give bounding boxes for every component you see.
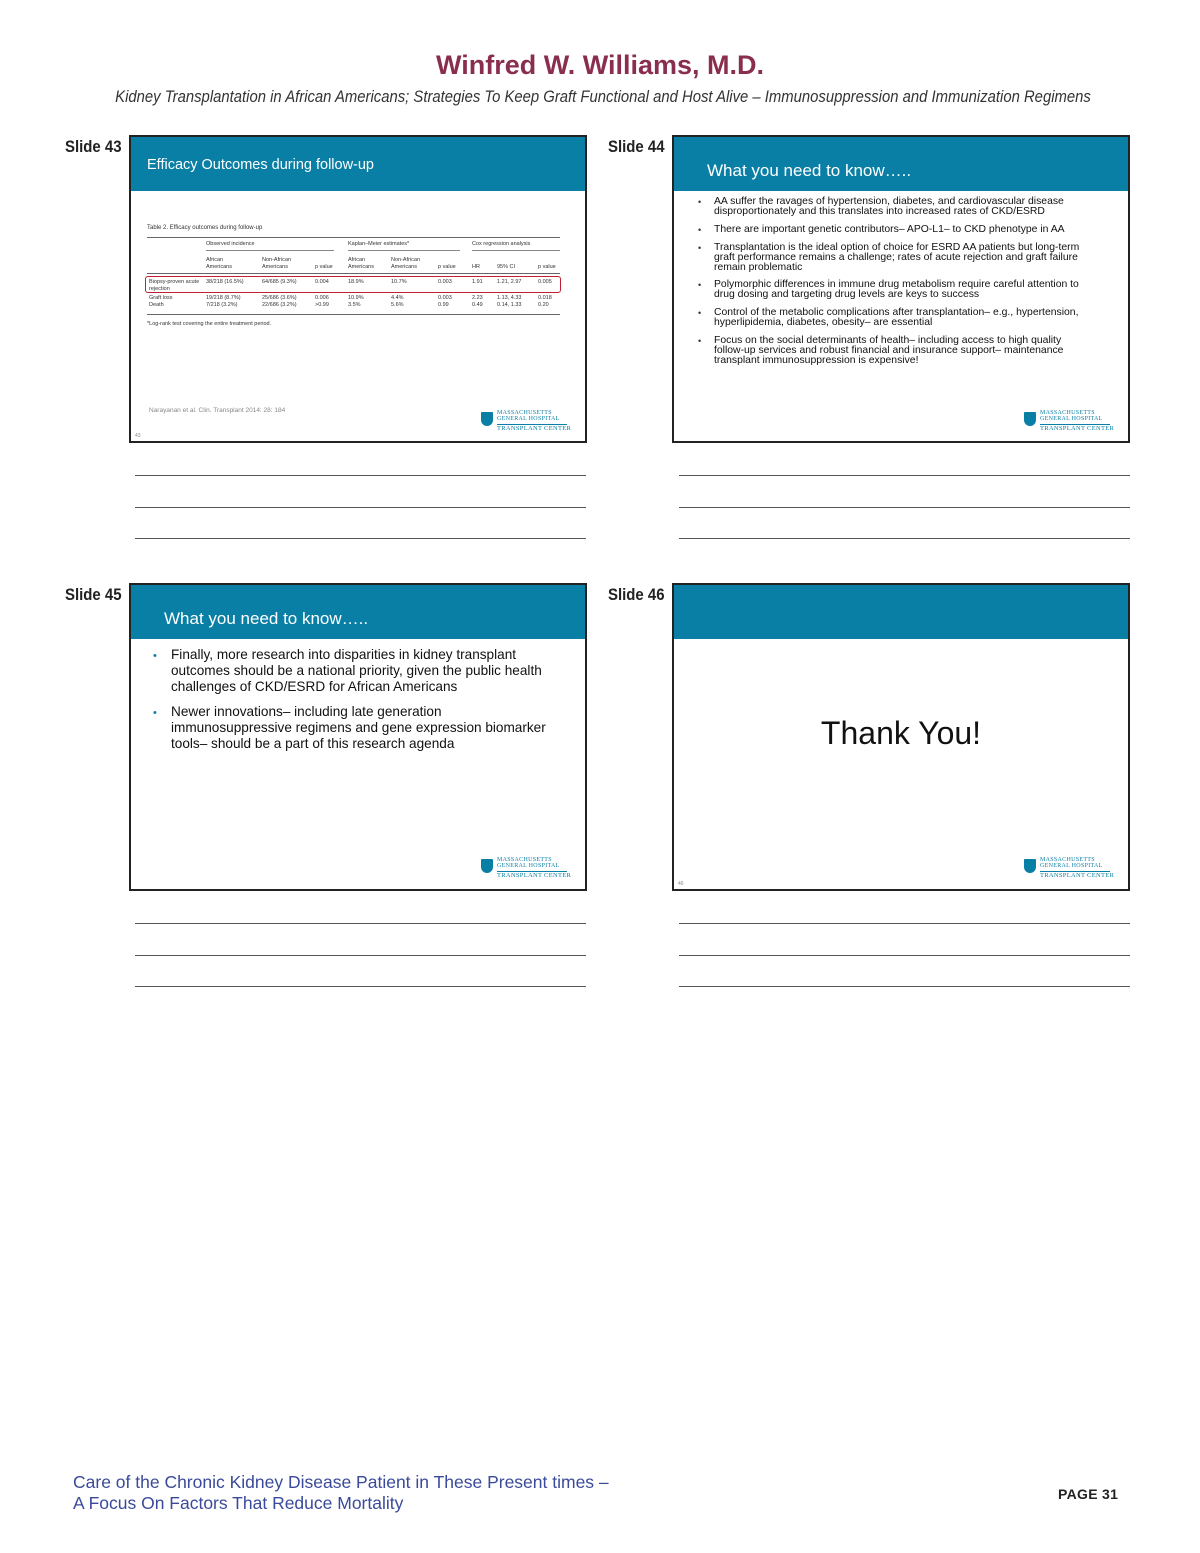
mgh-logo: MASSACHUSETTS GENERAL HOSPITAL TRANSPLANT CENTER <box>481 410 581 436</box>
table-cell: 0.018 <box>538 295 552 301</box>
table-cell: 4.4% <box>391 295 404 301</box>
note-line <box>135 475 586 476</box>
shield-icon <box>481 412 493 426</box>
table-cell: Biopsy-proven acute rejection <box>149 279 200 292</box>
mgh-logo: MASSACHUSETTS GENERAL HOSPITAL TRANSPLANT CENTER <box>481 857 581 883</box>
table-cell: 0.003 <box>438 279 452 285</box>
slide-45 <box>129 583 587 891</box>
table-cell: 7/218 (3.2%) <box>206 302 238 308</box>
table-cell: 0.20 <box>538 302 549 308</box>
bullet-list <box>153 647 553 760</box>
note-line <box>135 955 586 956</box>
note-line <box>135 986 586 987</box>
author-name: Winfred W. Williams, M.D. <box>435 50 765 80</box>
slide-title: Efficacy Outcomes during follow-up <box>147 157 375 173</box>
page-number: PAGE 31 <box>1058 1486 1119 1502</box>
table-cell: 1.91 <box>472 279 483 285</box>
presentation-subtitle: Kidney Transplantation in African Americans; Strategies To Keep Graft Functional and Host Alive – Immunosuppression and Immunization Regimens <box>115 88 1091 106</box>
note-line <box>135 923 586 924</box>
note-line <box>679 923 1130 924</box>
citation: Narayanan et al. Clin. Transplant 2014: 28: 184 <box>149 407 286 414</box>
bullet-item: • Finally, more research into disparities in kidney transplant outcomes should be a national priority, given the public health challenges of CKD/ESRD for African Americans <box>153 647 542 695</box>
slide-number: 43 <box>135 433 141 439</box>
table-col-header: p value <box>538 264 556 270</box>
table-col-header: Non-African Americans <box>391 257 421 270</box>
slide-44 <box>672 135 1130 443</box>
bullet-icon: • <box>698 335 702 346</box>
mgh-logo: MASSACHUSETTS GENERAL HOSPITAL TRANSPLANT CENTER <box>1024 410 1124 436</box>
table-cell: 19/218 (8.7%) <box>206 295 241 301</box>
slide-44-label: Slide 44 <box>608 137 665 156</box>
note-line <box>679 538 1130 539</box>
slide-title: What you need to know….. <box>707 161 912 180</box>
bullet-icon: • <box>698 308 702 319</box>
note-line <box>135 507 586 508</box>
table-col-header: p value <box>438 264 456 270</box>
table-cell: 1.13, 4.33 <box>497 295 522 301</box>
table-cell: Death <box>149 302 164 308</box>
shield-icon <box>481 859 493 873</box>
note-line <box>679 507 1130 508</box>
table-cell: 0.14, 1.33 <box>497 302 522 308</box>
note-line <box>679 475 1130 476</box>
slide-43 <box>129 135 587 443</box>
table-cell: 25/686 (3.6%) <box>262 295 297 301</box>
bullet-icon: • <box>698 242 702 253</box>
slide-46-label: Slide 46 <box>608 585 665 604</box>
table-cell: >0.99 <box>315 302 329 308</box>
slide-46 <box>672 583 1130 891</box>
footer-line-2: A Focus On Factors That Reduce Mortality <box>73 1493 404 1513</box>
table-col-header: African Americans <box>348 257 374 270</box>
table-cell: 18.9% <box>348 279 364 285</box>
table-cell: 0.005 <box>538 279 552 285</box>
table-group-header: Observed incidence <box>206 241 255 247</box>
table-col-header: HR <box>472 264 480 270</box>
table-cell: Graft loss <box>149 295 173 301</box>
thank-you-text: Thank You! <box>820 715 982 751</box>
bullet-item: • Newer innovations– including late generation immunosuppressive regimens and gene expression biomarker tools– should be a part of this research agenda <box>153 703 546 752</box>
table-cell: 1.21, 2.97 <box>497 279 522 285</box>
table-col-header: p value <box>315 264 333 270</box>
slide-43-label: Slide 43 <box>65 137 122 156</box>
slide-title-band <box>674 585 1128 639</box>
bullet-item: • There are important genetic contributors– APO-L1– to CKD phenotype in AA <box>698 223 1065 235</box>
bullet-item: • Focus on the social determinants of health– including access to high quality follow-up services and robust financial and insurance support– maintenance transplant immunosuppression is expensive! <box>698 334 1064 366</box>
slide-45-label: Slide 45 <box>65 585 122 604</box>
footer-line-1: Care of the Chronic Kidney Disease Patient in These Present times – <box>73 1472 609 1492</box>
bullet-item: • Transplantation is the ideal option of choice for ESRD AA patients but long-term graft performance remains a challenge; rates of acute rejection and graft failure remain problematic <box>698 241 1080 273</box>
bullet-icon: • <box>698 280 702 291</box>
table-group-header: Cox regression analysis <box>472 241 531 247</box>
table-cell: 38/218 (16.5%) <box>206 279 244 285</box>
slide-number: 46 <box>678 881 684 887</box>
table-cell: 5.6% <box>391 302 404 308</box>
table-cell: 64/685 (9.3%) <box>262 279 297 285</box>
table-cell: 0.003 <box>438 295 452 301</box>
bullet-icon: • <box>153 650 157 662</box>
bullet-item: • Polymorphic differences in immune drug metabolism require careful attention to drug dosing and targeting drug levels are keys to success <box>698 279 1079 301</box>
table-col-header: 95% CI <box>497 264 516 270</box>
table-col-header: African Americans <box>206 257 232 270</box>
table-cell: 0.49 <box>472 302 483 308</box>
bullet-list <box>698 197 1086 374</box>
highlight-box <box>145 276 561 293</box>
table-cell: 0.004 <box>315 279 329 285</box>
footer-title <box>73 1472 609 1514</box>
bullet-item: • AA suffer the ravages of hypertension, diabetes, and cardiovascular disease disproportionately and this translates into increased rates of CKD/ESRD <box>698 196 1064 217</box>
bullet-icon: • <box>698 197 702 207</box>
mgh-logo: MASSACHUSETTS GENERAL HOSPITAL TRANSPLANT CENTER <box>1024 857 1124 883</box>
slide-title: What you need to know….. <box>164 609 369 628</box>
table-col-header: Non-African Americans <box>262 257 292 270</box>
table-cell: 10.7% <box>391 279 407 285</box>
table-cell: 0.99 <box>438 302 449 308</box>
bullet-item: • Control of the metabolic complications after transplantation– e.g., hypertension, hyperlipidemia, diabetes, obesity– are essential <box>698 307 1079 329</box>
table-cell: 22/686 (3.2%) <box>262 302 297 308</box>
shield-icon <box>1024 412 1036 426</box>
table-caption: Table 2. Efficacy outcomes during follow-up <box>147 225 263 231</box>
table-cell: 0.006 <box>315 295 329 301</box>
table-cell: 3.5% <box>348 302 361 308</box>
table-group-header: Kaplan–Meier estimates* <box>348 241 410 247</box>
bullet-icon: • <box>153 706 157 719</box>
table-cell: 10.9% <box>348 295 364 301</box>
bullet-icon: • <box>698 224 702 235</box>
table-footnote: *Log-rank test covering the entire treatment period. <box>147 321 272 327</box>
note-line <box>679 986 1130 987</box>
table-cell: 2.23 <box>472 295 483 301</box>
shield-icon <box>1024 859 1036 873</box>
note-line <box>135 538 586 539</box>
note-line <box>679 955 1130 956</box>
